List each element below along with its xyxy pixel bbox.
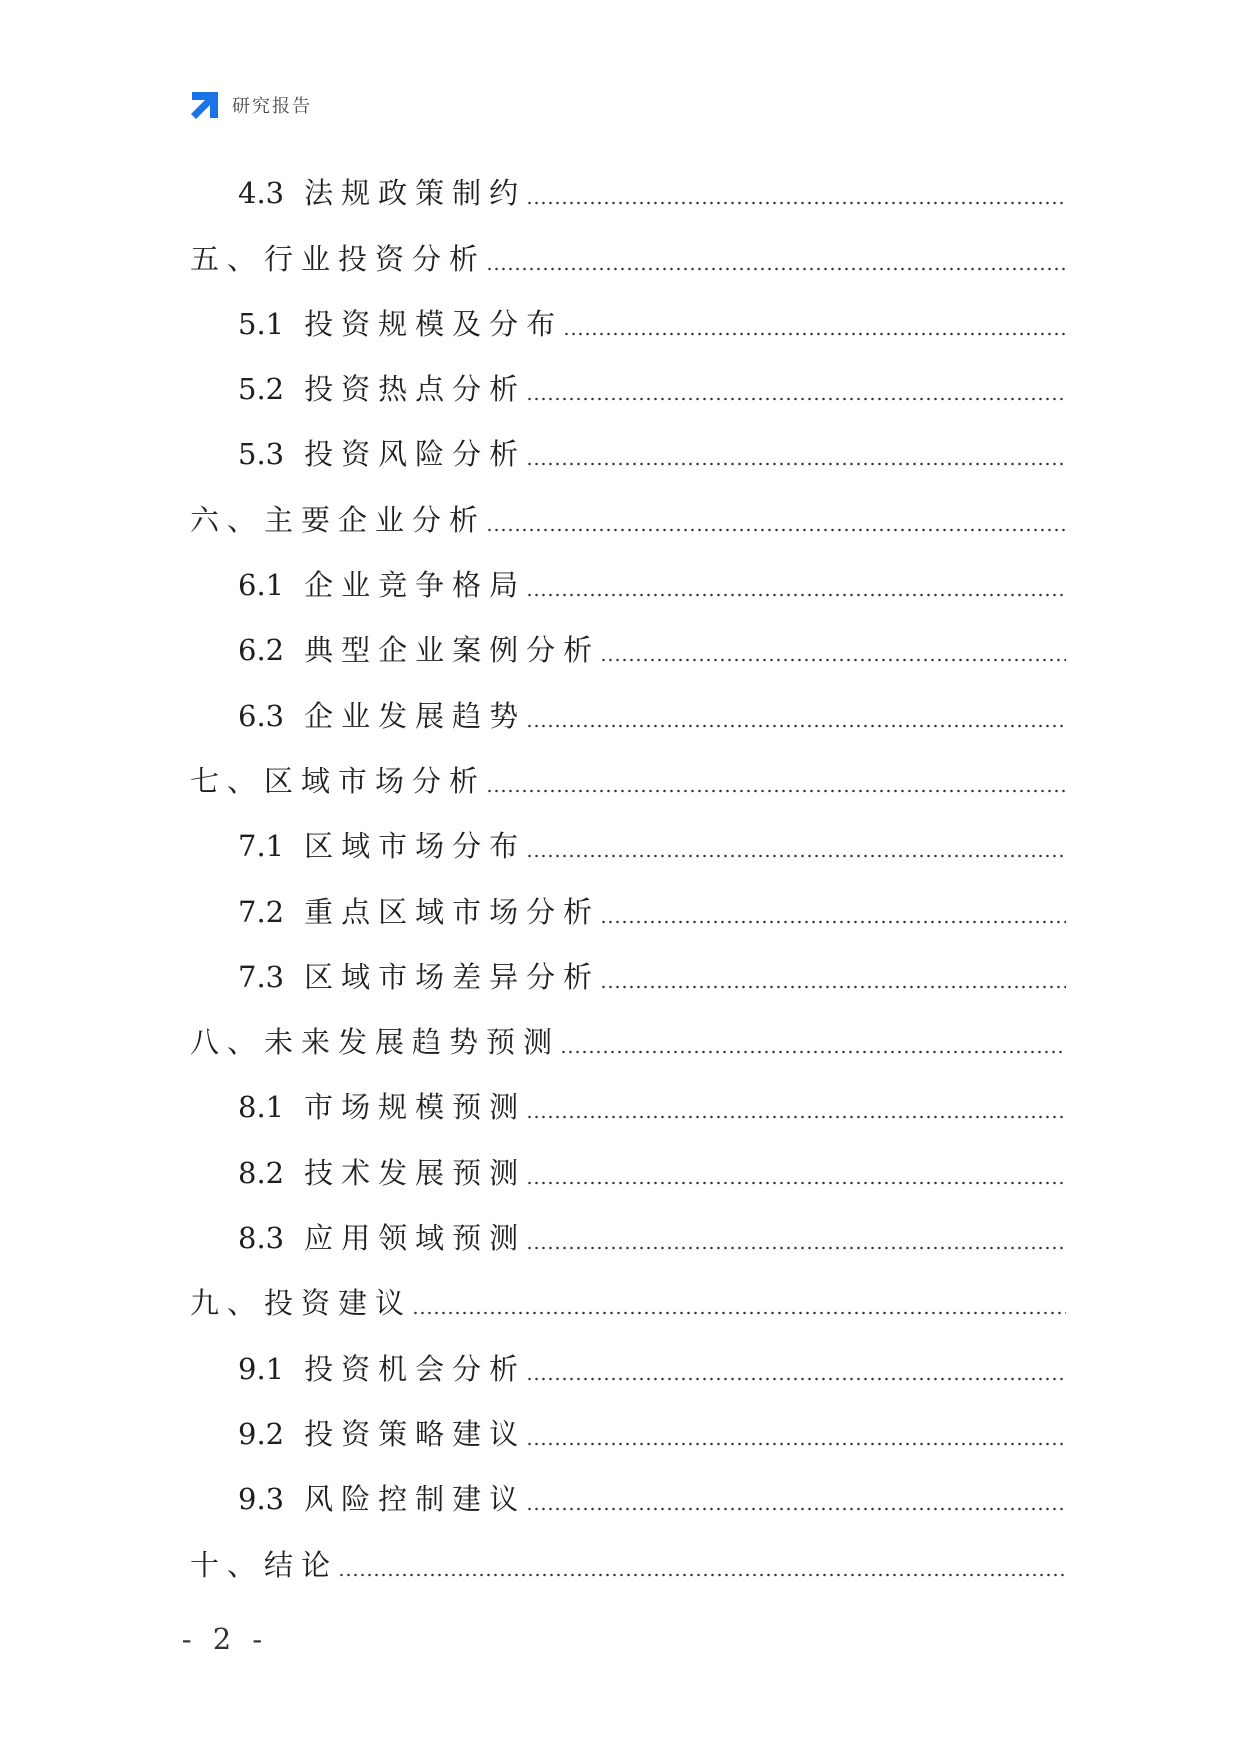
toc-section-number: 6.2 bbox=[238, 633, 285, 668]
toc-section-number: 7.1 bbox=[238, 829, 285, 864]
toc-section-number: 5.1 bbox=[238, 306, 285, 341]
toc-entry[interactable] bbox=[190, 542, 1066, 607]
toc-section-number: 8.3 bbox=[238, 1221, 285, 1256]
toc-section-title: 六、主要企业分析 bbox=[190, 502, 487, 537]
toc-section-title: 九、投资建议 bbox=[190, 1286, 413, 1321]
toc-entry[interactable] bbox=[190, 215, 1066, 280]
toc-section-title: 区域市场差异分析 bbox=[304, 959, 601, 994]
toc-section-title: 技术发展预测 bbox=[304, 1155, 527, 1190]
report-header bbox=[188, 88, 312, 122]
toc-entry[interactable] bbox=[190, 476, 1066, 541]
dot-leader bbox=[526, 396, 1066, 402]
toc-section-title: 八、未来发展趋势预测 bbox=[190, 1025, 561, 1060]
toc-section-title: 法规政策制约 bbox=[304, 176, 527, 211]
toc-entry-text bbox=[238, 696, 526, 738]
dot-leader bbox=[526, 1376, 1066, 1382]
toc-entry[interactable] bbox=[190, 803, 1066, 868]
toc-entry[interactable] bbox=[190, 1521, 1066, 1586]
toc-section-number: 9.1 bbox=[238, 1351, 285, 1386]
toc-section-title: 应用领域预测 bbox=[304, 1221, 527, 1256]
toc-entry-text bbox=[190, 239, 486, 281]
arrow-up-right-logo-icon bbox=[188, 88, 222, 122]
toc-section-number: 9.2 bbox=[238, 1416, 285, 1451]
toc-entry-text bbox=[238, 1218, 526, 1260]
toc-entry-text bbox=[190, 1283, 412, 1325]
toc-entry-text bbox=[238, 1349, 526, 1391]
toc-section-number: 7.3 bbox=[238, 959, 285, 994]
toc-entry-text bbox=[238, 434, 526, 476]
toc-section-title: 十、结论 bbox=[190, 1547, 339, 1582]
toc-entry-text bbox=[238, 173, 526, 215]
toc-entry-text bbox=[238, 1414, 526, 1456]
report-type-title: 研究报告 bbox=[232, 96, 312, 117]
dot-leader bbox=[526, 1441, 1066, 1447]
dot-leader bbox=[412, 1310, 1066, 1316]
toc-entry[interactable] bbox=[190, 281, 1066, 346]
toc-section-title: 投资规模及分布 bbox=[304, 306, 564, 341]
toc-section-title: 七、区域市场分析 bbox=[190, 763, 487, 798]
dot-leader bbox=[526, 1114, 1066, 1120]
toc-entry-text bbox=[190, 1022, 560, 1064]
toc-entry[interactable] bbox=[190, 411, 1066, 476]
toc-section-number: 6.3 bbox=[238, 698, 285, 733]
toc-entry[interactable] bbox=[190, 672, 1066, 737]
toc-entry-text bbox=[190, 761, 486, 803]
toc-entry-text bbox=[238, 957, 600, 999]
toc-entry-text bbox=[238, 826, 526, 868]
toc-section-number: 8.2 bbox=[238, 1155, 285, 1190]
page-number: - 2 - bbox=[181, 1622, 269, 1656]
toc-entry-text bbox=[238, 630, 600, 672]
toc-entry-text bbox=[238, 892, 600, 934]
toc-section-number: 8.1 bbox=[238, 1090, 285, 1125]
toc-entry[interactable] bbox=[190, 1391, 1066, 1456]
toc-section-number: 4.3 bbox=[238, 176, 285, 211]
toc-section-title: 风险控制建议 bbox=[304, 1482, 527, 1517]
dot-leader bbox=[526, 200, 1066, 206]
toc-entry[interactable] bbox=[190, 1129, 1066, 1194]
toc-entry[interactable] bbox=[190, 934, 1066, 999]
toc-entry-text bbox=[238, 304, 563, 346]
dot-leader bbox=[526, 723, 1066, 729]
toc-entry[interactable] bbox=[190, 1456, 1066, 1521]
toc-section-title: 五、行业投资分析 bbox=[190, 241, 487, 276]
toc-entry-text bbox=[238, 1153, 526, 1195]
toc-entry[interactable] bbox=[190, 868, 1066, 933]
toc-entry[interactable] bbox=[190, 999, 1066, 1064]
toc-entry[interactable] bbox=[190, 1064, 1066, 1129]
toc-entry[interactable] bbox=[190, 1260, 1066, 1325]
toc-entry-text bbox=[238, 369, 526, 411]
dot-leader bbox=[600, 657, 1066, 663]
dot-leader bbox=[486, 527, 1066, 533]
toc-section-number: 5.2 bbox=[238, 372, 285, 407]
dot-leader bbox=[486, 266, 1066, 272]
toc-entry-text bbox=[190, 1545, 338, 1587]
dot-leader bbox=[526, 592, 1066, 598]
toc-entry[interactable] bbox=[190, 1195, 1066, 1260]
dot-leader bbox=[526, 1180, 1066, 1186]
toc-section-title: 区域市场分布 bbox=[304, 829, 527, 864]
dot-leader bbox=[526, 853, 1066, 859]
dot-leader bbox=[526, 461, 1066, 467]
toc-section-title: 重点区域市场分析 bbox=[304, 894, 601, 929]
toc-section-number: 7.2 bbox=[238, 894, 285, 929]
toc-section-title: 投资热点分析 bbox=[304, 372, 527, 407]
toc-entry[interactable] bbox=[190, 738, 1066, 803]
toc-section-number: 9.3 bbox=[238, 1482, 285, 1517]
dot-leader bbox=[486, 788, 1066, 794]
dot-leader bbox=[600, 919, 1066, 925]
toc-section-title: 企业竞争格局 bbox=[304, 568, 527, 603]
toc-section-number: 6.1 bbox=[238, 568, 285, 603]
toc-section-number: 5.3 bbox=[238, 437, 285, 472]
toc-entry-text bbox=[238, 1087, 526, 1129]
toc-entry-text bbox=[238, 1479, 526, 1521]
toc-section-title: 投资策略建议 bbox=[304, 1416, 527, 1451]
dot-leader bbox=[526, 1245, 1066, 1251]
toc-section-title: 企业发展趋势 bbox=[304, 698, 527, 733]
toc-section-title: 投资机会分析 bbox=[304, 1351, 527, 1386]
toc-entry[interactable] bbox=[190, 150, 1066, 215]
toc-entry[interactable] bbox=[190, 607, 1066, 672]
dot-leader bbox=[338, 1572, 1066, 1578]
toc-entry[interactable] bbox=[190, 1325, 1066, 1390]
dot-leader bbox=[560, 1049, 1066, 1055]
toc-section-title: 投资风险分析 bbox=[304, 437, 527, 472]
dot-leader bbox=[600, 984, 1066, 990]
table-of-contents bbox=[190, 150, 1066, 1587]
toc-section-title: 市场规模预测 bbox=[304, 1090, 527, 1125]
toc-section-title: 典型企业案例分析 bbox=[304, 633, 601, 668]
toc-entry[interactable] bbox=[190, 346, 1066, 411]
dot-leader bbox=[563, 331, 1066, 337]
toc-entry-text bbox=[190, 500, 486, 542]
toc-entry-text bbox=[238, 565, 526, 607]
dot-leader bbox=[526, 1506, 1066, 1512]
